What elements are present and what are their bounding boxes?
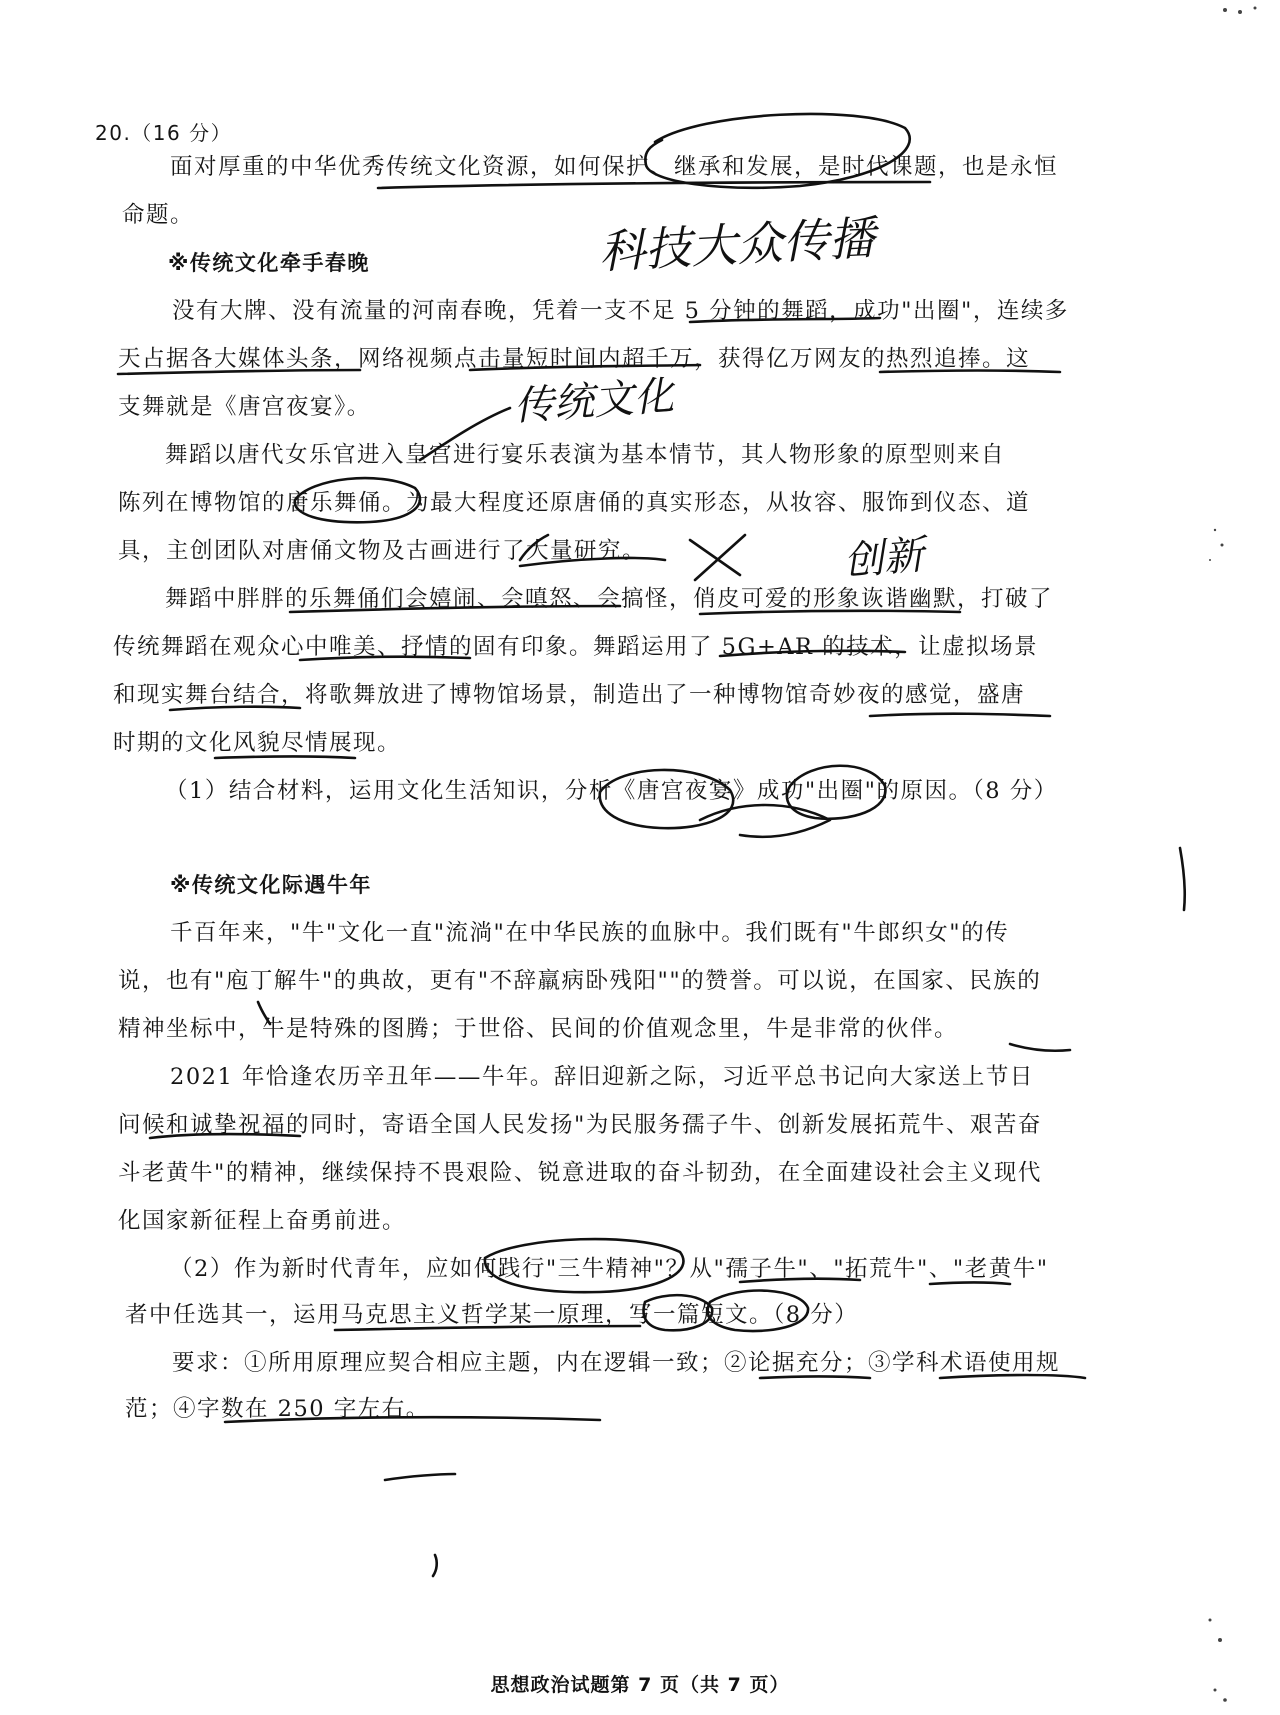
paragraph-line: 化国家新征程上奋勇前进。 xyxy=(118,1208,407,1234)
page-footer: 思想政治试题第 7 页（共 7 页） xyxy=(490,1674,790,1696)
ink-stray xyxy=(385,1474,455,1480)
handwritten-note: 科技大众传播 xyxy=(597,210,877,279)
handwritten-note: 创新 xyxy=(841,532,926,585)
intro-line: 命题。 xyxy=(122,202,195,228)
ink-underline xyxy=(1010,1044,1070,1051)
question-number: 20.（16 分） xyxy=(95,121,233,145)
sub-question-2: （2）作为新时代青年，应如何践行"三牛精神"？从"孺子牛"、"拓荒牛"、"老黄牛" xyxy=(170,1256,1049,1282)
paragraph-line: 千百年来，"牛"文化一直"流淌"在中华民族的血脉中。我们既有"牛郎织女"的传 xyxy=(170,920,1010,946)
intro-line: 面对厚重的中华优秀传统文化资源，如何保护、继承和发展，是时代课题，也是永恒 xyxy=(170,154,1059,180)
requirements: 要求：①所用原理应契合相应主题，内在逻辑一致；②论据充分；③学科术语使用规 xyxy=(172,1350,1061,1376)
paragraph-line: 天占据各大媒体头条，网络视频点击量短时间内超千万，获得亿万网友的热烈追捧。这 xyxy=(118,346,1031,372)
ink-swirl xyxy=(700,805,830,837)
paragraph-line: 2021 年恰逢农历辛丑年——牛年。辞旧迎新之际，习近平总书记向大家送上节日 xyxy=(170,1064,1034,1090)
section-heading: ※传统文化际遇牛年 xyxy=(170,873,372,897)
sub-question-1: （1）结合材料，运用文化生活知识，分析《唐宫夜宴》成功"出圈"的原因。（8 分） xyxy=(165,778,1058,804)
paragraph-line: 问候和诚挚祝福的同时，寄语全国人民发扬"为民服务孺子牛、创新发展拓荒牛、艰苦奋 xyxy=(118,1112,1042,1138)
paragraph-line: 斗老黄牛"的精神，继续保持不畏艰险、锐意进取的奋斗韧劲，在全面建设社会主义现代 xyxy=(118,1160,1042,1186)
section-heading: ※传统文化牵手春晚 xyxy=(168,251,370,275)
paragraph-line: 陈列在博物馆的唐乐舞俑。为最大程度还原唐俑的真实形态，从妆容、服饰到仪态、道 xyxy=(118,490,1031,516)
ink-stray xyxy=(433,1555,437,1576)
sub-question-2: 者中任选其一，运用马克思主义哲学某一原理，写一篇短文。（8 分） xyxy=(125,1302,859,1328)
requirements: 范；④字数在 250 字左右。 xyxy=(125,1396,430,1422)
handwritten-note: 传统文化 xyxy=(512,372,676,430)
ink-underline xyxy=(870,714,1050,716)
paragraph-line: 和现实舞台结合，将歌舞放进了博物馆场景，制造出了一种博物馆奇妙夜的感觉，盛唐 xyxy=(113,682,1026,708)
ink-underline xyxy=(378,182,930,188)
paragraph-line: 没有大牌、没有流量的河南春晚，凭着一支不足 5 分钟的舞蹈，成功"出圈"，连续多 xyxy=(172,298,1069,324)
paragraph-line: 舞蹈以唐代女乐官进入皇宫进行宴乐表演为基本情节，其人物形象的原型则来自 xyxy=(165,442,1006,468)
paragraph-line: 舞蹈中胖胖的乐舞俑们会嬉闹、会嗔怒、会搞怪，俏皮可爱的形象诙谐幽默，打破了 xyxy=(165,586,1054,612)
paragraph-line: 精神坐标中，牛是特殊的图腾；于世俗、民间的价值观念里，牛是非常的伙伴。 xyxy=(118,1016,959,1042)
paragraph-line: 说，也有"庖丁解牛"的典故，更有"不辞羸病卧残阳""的赞誉。可以说，在国家、民族的 xyxy=(118,968,1042,994)
ink-mark xyxy=(690,535,745,580)
paragraph-line: 具，主创团队对唐俑文物及古画进行了大量研究。 xyxy=(118,538,647,564)
paragraph-line: 传统舞蹈在观众心中唯美、抒情的固有印象。舞蹈运用了 5G+AR 的技术，让虚拟场景 xyxy=(113,634,1039,660)
ink-stray xyxy=(1180,848,1185,910)
paragraph-line: 支舞就是《唐宫夜宴》。 xyxy=(118,394,371,420)
paragraph-line: 时期的文化风貌尽情展现。 xyxy=(113,730,402,756)
